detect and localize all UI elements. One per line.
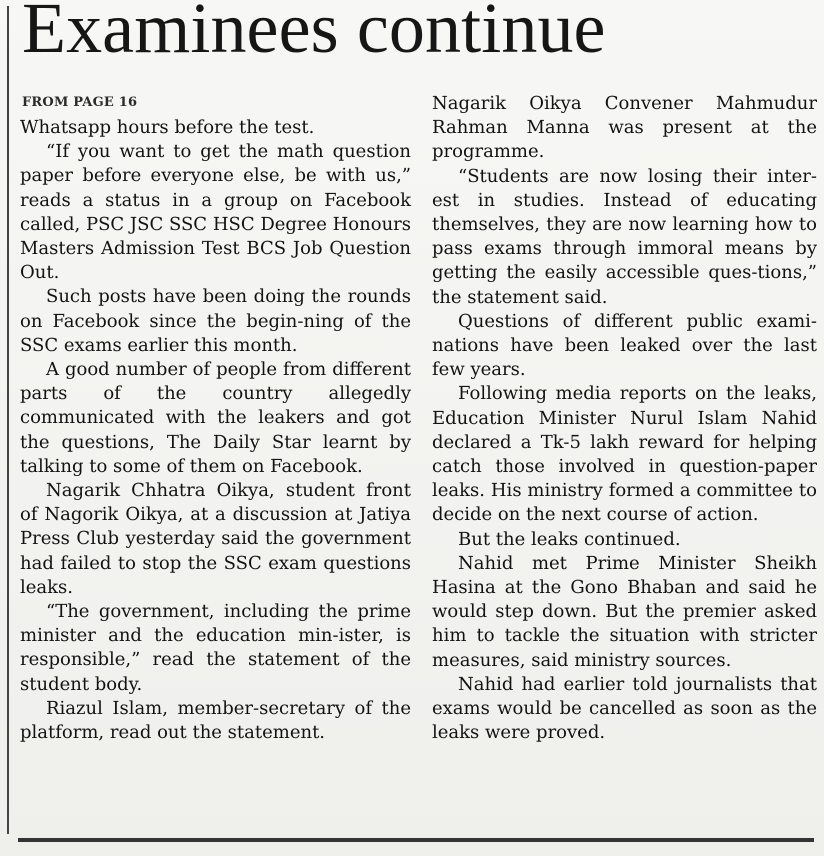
right-paragraph-6: Nahid met Prime Minister Sheikh Hasina at the Gono Bhaban and said he would step down. But the premier asked him to tackle the situation with stricter measures, said ministry sources. <box>432 552 817 671</box>
bottom-rule <box>18 838 814 842</box>
right-paragraph-3: Questions of different public exami-nations have been leaked over the last few years. <box>432 310 817 381</box>
right-paragraph-7: Nahid had earlier told journalists that exams would be cancelled as soon as the leaks were proved. <box>432 673 817 744</box>
left-paragraph-7: Riazul Islam, member-secretary of the platform, read out the statement. <box>20 697 411 744</box>
left-paragraph-2: “If you want to get the math question paper before everyone else, be with us,” reads a status in a group on Facebook called, PSC JSC SSC HSC Degree Honours Masters Admission Test BCS Job Question Out. <box>20 141 411 284</box>
continued-from-label: FROM PAGE 16 <box>22 95 138 110</box>
right-paragraph-1: Nagarik Oikya Convener Mahmudur Rahman Manna was present at the programme. <box>432 93 817 163</box>
right-paragraph-2: “Students are now losing their inter-est in studies. Instead of educating themselves, they are now learning how to pass exams through immoral means by getting the easily accessible ques-tions,” the statement said. <box>432 165 817 308</box>
article-left-column <box>20 116 411 745</box>
left-paragraph-1: Whatsapp hours before the test. <box>20 117 315 138</box>
left-paragraph-4: A good number of people from different parts of the country allegedly communicated with the leakers and got the questions, The Daily Star learnt by talking to some of them on Facebook. <box>20 359 411 477</box>
right-paragraph-5: But the leaks continued. <box>458 528 681 550</box>
article-right-column <box>432 92 817 745</box>
left-paragraph-3: Such posts have been doing the rounds on Facebook since the begin-ning of the SSC exams earlier this month. <box>20 286 411 356</box>
left-paragraph-6: “The government, including the prime minister and the education min-ister, is responsible,” read the statement of the student body. <box>20 601 411 695</box>
left-paragraph-5: Nagarik Chhatra Oikya, student front of Nagorik Oikya, at a discussion at Jatiya Press Club yesterday said the government had failed to stop the SSC exam questions leaks. <box>20 480 411 598</box>
article-headline: Examinees continue <box>22 0 606 68</box>
right-paragraph-4: Following media reports on the leaks, Education Minister Nurul Islam Nahid declared a Tk-5 lakh reward for helping catch those involved in question-paper leaks. His ministry formed a committee to decide on the next course of action. <box>432 383 817 526</box>
left-column-rule <box>7 6 9 834</box>
